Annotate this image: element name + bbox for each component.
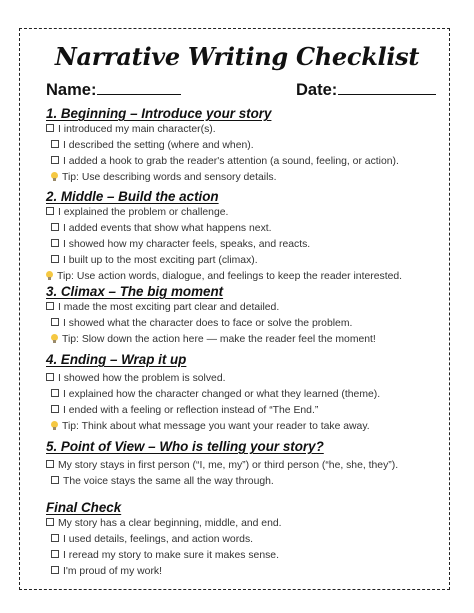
checklist-item: I used details, feelings, and action words. [46, 532, 456, 548]
section-beginning [46, 106, 456, 186]
checklist-item: I added a hook to grab the reader's attention (a sound, feeling, or action). [46, 154, 456, 170]
checkbox-icon[interactable] [51, 405, 59, 413]
checkbox-icon[interactable] [46, 302, 54, 310]
checklist-item: My story stays in first person (“I, me, my”) or third person (“he, she, they”). [46, 458, 456, 474]
checklist-item: I'm proud of my work! [46, 564, 456, 580]
checklist-item: I made the most exciting part clear and detailed. [46, 300, 456, 316]
checklist-item: I described the setting (where and when). [46, 138, 456, 154]
tip-line: Tip: Slow down the action here — make the reader feel the moment! [46, 332, 456, 348]
checkbox-icon[interactable] [46, 460, 54, 468]
checkbox-icon[interactable] [51, 140, 59, 148]
checklist-item: I added events that show what happens next. [46, 221, 456, 237]
checklist-item: I explained the problem or challenge. [46, 205, 456, 221]
date-label: Date: [296, 81, 338, 99]
date-blank-line [338, 80, 436, 95]
checkbox-icon[interactable] [51, 156, 59, 164]
lightbulb-icon [51, 421, 58, 430]
name-field [46, 80, 181, 100]
lightbulb-icon [51, 172, 58, 181]
checklist-item: I built up to the most exciting part (climax). [46, 253, 456, 269]
section-point-of-view [46, 439, 456, 490]
section-heading: 3. Climax – The big moment [46, 284, 224, 299]
name-label: Name: [46, 81, 97, 99]
checklist-item: The voice stays the same all the way through. [46, 474, 456, 490]
section-final-check [46, 500, 456, 580]
section-heading: 1. Beginning – Introduce your story [46, 106, 272, 121]
checkbox-icon[interactable] [46, 373, 54, 381]
section-middle [46, 189, 456, 285]
checkbox-icon[interactable] [51, 318, 59, 326]
checkbox-icon[interactable] [51, 223, 59, 231]
tip-line: Tip: Use describing words and sensory details. [46, 170, 456, 186]
checkbox-icon[interactable] [51, 389, 59, 397]
name-blank-line [97, 80, 181, 95]
checkbox-icon[interactable] [46, 207, 54, 215]
section-heading: 4. Ending – Wrap it up [46, 352, 187, 367]
tip-line: Tip: Think about what message you want your reader to take away. [46, 419, 456, 435]
checklist-item: I reread my story to make sure it makes sense. [46, 548, 456, 564]
lightbulb-icon [46, 271, 53, 280]
checklist-item: My story has a clear beginning, middle, and end. [46, 516, 456, 532]
section-climax [46, 284, 456, 348]
checkbox-icon[interactable] [51, 534, 59, 542]
checkbox-icon[interactable] [46, 124, 54, 132]
date-field [296, 80, 436, 100]
lightbulb-icon [51, 334, 58, 343]
tip-line: Tip: Use action words, dialogue, and feelings to keep the reader interested. [46, 269, 456, 285]
checkbox-icon[interactable] [51, 566, 59, 574]
checkbox-icon[interactable] [46, 518, 54, 526]
checkbox-icon[interactable] [51, 550, 59, 558]
checklist-item: I showed how my character feels, speaks, and reacts. [46, 237, 456, 253]
checklist-item: I ended with a feeling or reflection instead of “The End.” [46, 403, 456, 419]
checklist-item: I explained how the character changed or what they learned (theme). [46, 387, 456, 403]
checklist-item: I showed what the character does to face or solve the problem. [46, 316, 456, 332]
page-title: Narrative Writing Checklist [54, 42, 420, 71]
section-heading: 2. Middle – Build the action [46, 189, 219, 204]
checkbox-icon[interactable] [51, 239, 59, 247]
checklist-item: I showed how the problem is solved. [46, 371, 456, 387]
section-ending [46, 352, 456, 435]
checkbox-icon[interactable] [51, 476, 59, 484]
checklist-item: I introduced my main character(s). [46, 122, 456, 138]
section-heading: 5. Point of View – Who is telling your story? [46, 439, 324, 454]
section-heading: Final Check [46, 500, 122, 515]
checkbox-icon[interactable] [51, 255, 59, 263]
